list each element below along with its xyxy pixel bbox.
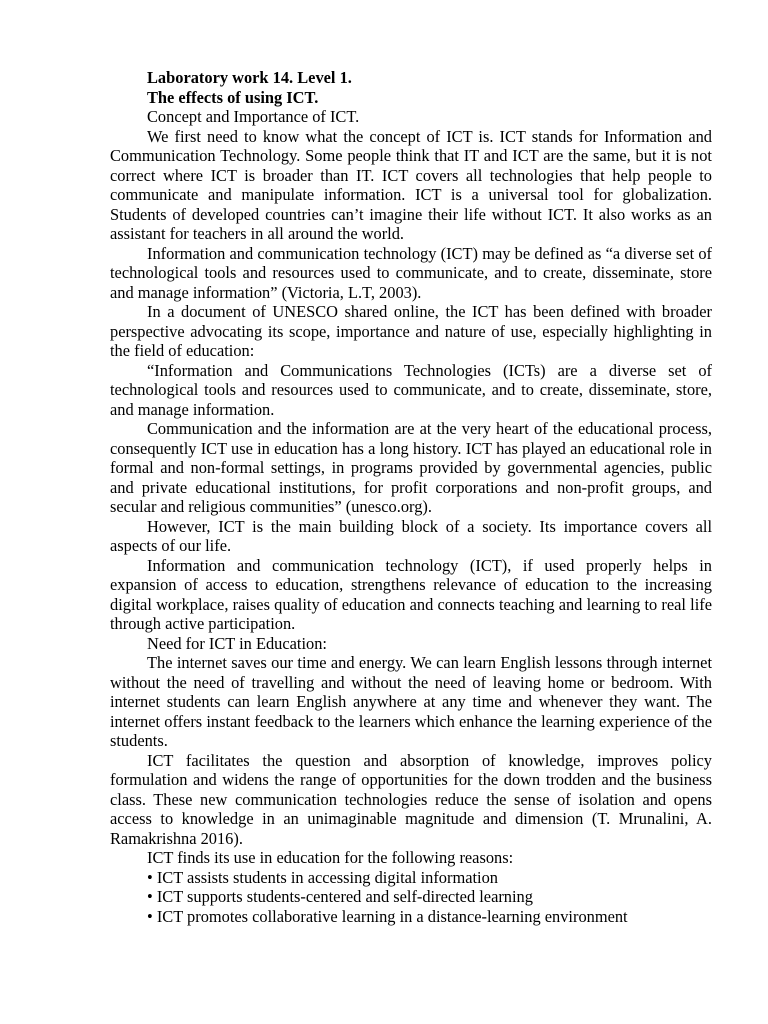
paragraph: Information and communication technology (ICT) may be defined as “a diverse set of technological tools and resources used to communicate, and to create, disseminate, store and manage information” (Victoria, L.T, 2003). <box>110 243 712 302</box>
document-subtitle: The effects of using ICT. <box>147 87 319 107</box>
document-page <box>110 68 712 926</box>
paragraph: In a document of UNESCO shared online, the ICT has been defined with broader perspective advocating its scope, importance and nature of use, especially highlighting in the field of education: <box>110 302 712 360</box>
paragraph: However, ICT is the main building block of a society. Its importance covers all aspects of our life. <box>110 516 712 555</box>
bullet-item: • ICT supports students-centered and self-directed learning <box>147 887 533 906</box>
document-title: Laboratory work 14. Level 1. <box>147 68 352 87</box>
quote-paragraph: Communication and the information are at the very heart of the educational process, consequently ICT use in education has a long history. ICT has played an educational role in formal and non-formal settings, in programs provided by governmental agencies, public and private educational institutions, for profit corporations and non-profit groups, and secular and religious communities” (unesco.org). <box>110 419 712 516</box>
paragraph: The internet saves our time and energy. We can learn English lessons through internet without the need of travelling and without the need of leaving home or bedroom. With internet students can learn English anywhere at any time and whenever they want. The internet offers instant feedback to the learners which enhance the learning experience of the students. <box>110 653 712 750</box>
section-heading: Concept and Importance of ICT. <box>147 107 360 126</box>
section-heading-need: Need for ICT in Education: <box>147 633 327 653</box>
paragraph: We first need to know what the concept of ICT is. ICT stands for Information and Communication Technology. Some people think that IT and ICT are the same, but it is not correct where ICT is broader than IT. ICT covers all technologies that help people to communicate and manipulate information. ICT is a universal tool for globalization. Students of developed countries can’t imagine their life without ICT. It also works as an assistant for teachers in all around the world. <box>110 126 712 243</box>
bullet-item: • ICT promotes collaborative learning in a distance-learning environment <box>147 906 628 926</box>
quote-paragraph: “Information and Communications Technologies (ICTs) are a diverse set of technological tools and resources used to communicate, and to create, disseminate, store, and manage information. <box>110 360 712 419</box>
paragraph: ICT facilitates the question and absorption of knowledge, improves policy formulation and widens the range of opportunities for the down trodden and the business class. These new communication technologies reduce the sense of isolation and opens access to knowledge in an unimaginable magnitude and dimension (T. Mrunalini, A. Ramakrishna 2016). <box>110 750 712 848</box>
paragraph: Information and communication technology (ICT), if used properly helps in expansion of access to education, strengthens relevance of education to the increasing digital workplace, raises quality of education and connects teaching and learning to real life through active participation. <box>110 555 712 633</box>
bullet-item: • ICT assists students in accessing digital information <box>147 867 498 887</box>
paragraph: ICT finds its use in education for the following reasons: <box>147 848 514 867</box>
